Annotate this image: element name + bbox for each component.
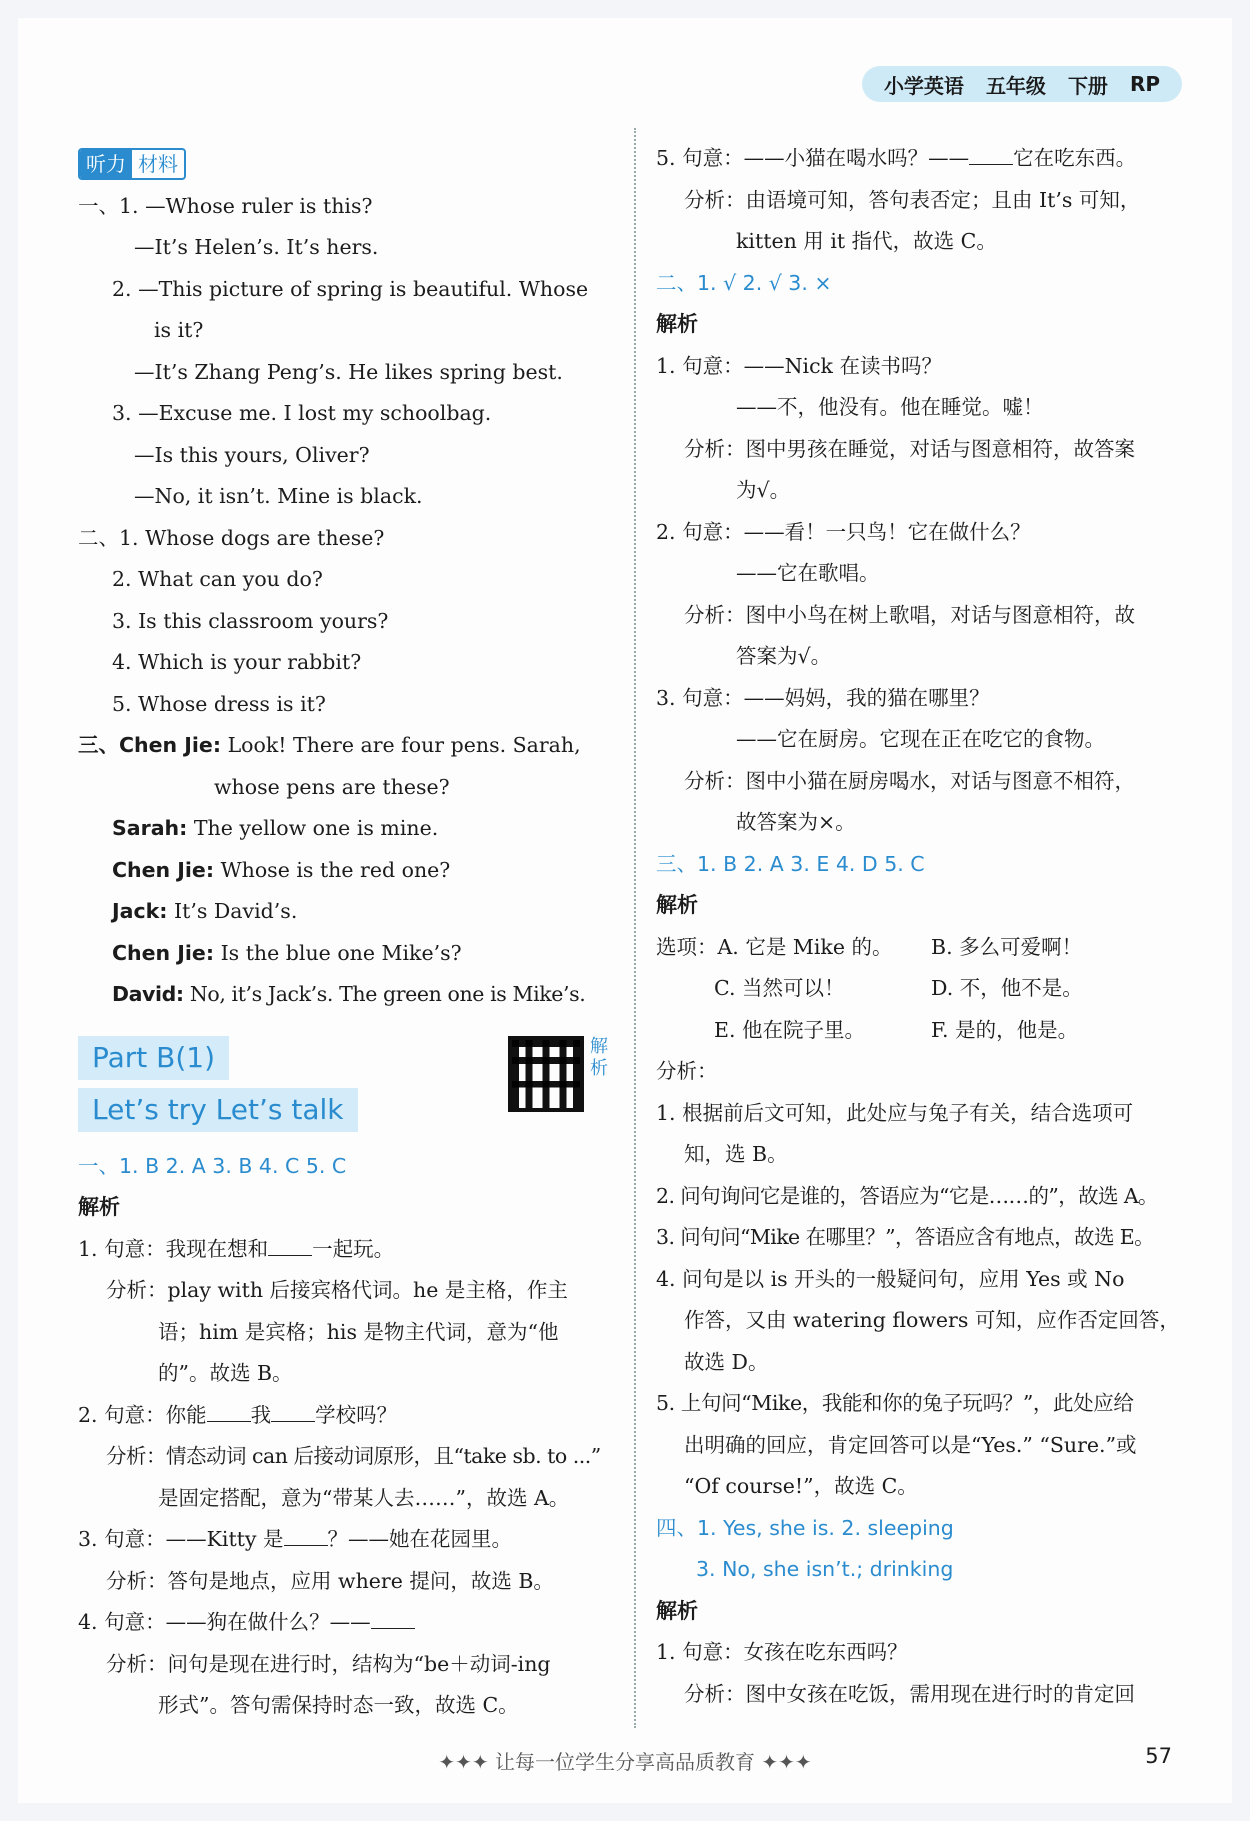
right-column (656, 138, 1196, 1715)
speech: Look! There are four pens. Sarah, (227, 733, 581, 757)
text-line: 5. Whose dress is it? (112, 691, 326, 716)
speech: Is the blue one Mike’s? (220, 940, 462, 965)
text-line: 分析：play with 后接宾格代词。he 是主格，作主 (106, 1278, 568, 1302)
header-badge (862, 66, 1182, 102)
qr-code-icon[interactable] (508, 1036, 584, 1112)
text-line: —It’s Zhang Peng’s. He likes spring best. (134, 359, 563, 384)
text-line: —It’s Helen’s. It’s hers. (134, 235, 379, 259)
text-line: 分析：图中男孩在睡觉，对话与图意相符，故答案 (684, 436, 1135, 461)
text-line: 1. 句意：我现在想和 一起玩。 (78, 1236, 395, 1261)
text-line: 3. Is this classroom yours? (112, 608, 389, 633)
text-line: 分析：图中小鸟在树上歌唱，对话与图意相符，故 (684, 602, 1135, 627)
answer-key: 3. No, she isn’t.; drinking (696, 1557, 954, 1581)
page (18, 18, 1232, 1803)
text-line: —No, it isn’t. Mine is black. (134, 484, 423, 508)
text-line: 2. 问句询问它是谁的，答语应为“它是……的”，故选 A。 (656, 1183, 1158, 1208)
text-line: 4. Which is your rabbit? (112, 650, 362, 674)
part-title: Part B(1) (78, 1036, 229, 1080)
text-line: 2. 句意：——看！一只鸟！它在做什么？ (656, 519, 1031, 544)
tag-material: 材料 (138, 152, 178, 176)
text-line: 4. 句意：——狗在做什么？—— (78, 1602, 618, 1644)
text-line: 3. —Excuse me. I lost my schoolbag. (112, 401, 492, 425)
text-line: 2. 句意：你能 我 学校吗？ (78, 1402, 398, 1427)
text-line: 一、1. —Whose ruler is this? (78, 193, 373, 218)
text-line: 3. 句意：——Kitty 是 ？——她在花园里。 (78, 1527, 513, 1551)
text-line: 分析： (656, 1059, 718, 1083)
left-column (78, 138, 618, 1727)
page-number: 57 (1145, 1744, 1172, 1768)
text-line: 知，选 B。 (684, 1142, 788, 1166)
dialogue-line (78, 891, 618, 933)
part-subtitle: Let’s try Let’s talk (78, 1088, 358, 1132)
answer-key: 二、1. √ 2. √ 3. × (656, 270, 832, 295)
text-line: 分析：情态动词 can 后接动词原形，且“take sb. to ...” (106, 1444, 601, 1468)
qr-label: 解析 (590, 1035, 608, 1079)
text-line: 分析：图中小猫在厨房喝水，对话与图意不相符， (684, 768, 1135, 793)
text-line: is it? (154, 318, 204, 342)
analysis-heading: 解析 (656, 1598, 698, 1623)
options-line: C. 当然可以！ D. 不，他不是。 (714, 976, 1083, 1000)
text-line: 2. —This picture of spring is beautiful. Whose (112, 276, 589, 301)
text-line: 语；him 是宾格；his 是物主代词，意为“他 (158, 1319, 559, 1344)
text-line: 3. 句意：——妈妈，我的猫在哪里？ (656, 685, 990, 710)
text-line: ——它在厨房。它现在正在吃它的食物。 (736, 727, 1105, 751)
text-line: 分析：由语境可知，答句表否定；且由 It’s 可知， (684, 187, 1141, 212)
header-grade: 五年级 (985, 73, 1046, 98)
footer-slogan: ✦✦✦ 让每一位学生分享高品质教育 ✦✦✦ (438, 1750, 812, 1774)
speaker: 三、Chen Jie: (78, 733, 222, 757)
text-line: ——不，他没有。他在睡觉。嘘！ (736, 395, 1044, 419)
text-line: 5. 上句问“Mike，我能和你的兔子玩吗？”，此处应给 (656, 1391, 1134, 1415)
speaker: Sarah: (112, 816, 188, 840)
analysis-heading: 解析 (78, 1195, 120, 1219)
speaker: David: (112, 982, 184, 1006)
speech: The yellow one is mine. (193, 816, 439, 840)
text-line: 故选 D。 (684, 1349, 769, 1374)
text-line: 是固定搭配，意为“带某人去……”，故选 A。 (158, 1485, 570, 1510)
dialogue-line (78, 933, 618, 975)
options-line: 选项：A. 它是 Mike 的。 B. 多么可爱啊！ (656, 934, 1083, 959)
text-line: 1. 根据前后文可知，此处应与兔子有关，结合选项可 (656, 1100, 1134, 1125)
text-line: 3. 问句问“Mike 在哪里？”，答语应含有地点，故选 E。 (656, 1225, 1155, 1249)
text-line: “Of course!”，故选 C。 (684, 1474, 918, 1498)
listening-material-tag (78, 148, 186, 180)
text-line: 为√。 (736, 478, 791, 502)
text-line: whose pens are these? (214, 774, 450, 799)
text-line: 故答案为×。 (736, 810, 856, 834)
speaker: Chen Jie: (112, 940, 215, 965)
dialogue-line (78, 725, 618, 767)
dialogue-line (78, 850, 618, 892)
text-line: 1. 句意：——Nick 在读书吗？ (656, 353, 942, 378)
speech: It’s David’s. (173, 899, 298, 923)
header-subject: 小学英语 (883, 73, 964, 98)
analysis-heading: 解析 (656, 312, 698, 336)
text-line: 形式”。答句需保持时态一致，故选 C。 (158, 1693, 519, 1717)
answer-key: 三、1. B 2. A 3. E 4. D 5. C (656, 851, 925, 876)
text-line: ——它在歌唱。 (736, 561, 880, 585)
options-line: E. 他在院子里。 F. 是的，他是。 (714, 1017, 1079, 1042)
column-divider (634, 128, 636, 1728)
dialogue-line (78, 808, 618, 850)
text-line: 5. 句意：——小猫在喝水吗？—— 它在吃东西。 (656, 146, 1137, 170)
header-edition: RP (1129, 72, 1160, 96)
text-line: kitten 用 it 指代，故选 C。 (736, 229, 997, 253)
tag-listening: 听力 (80, 150, 132, 178)
text-line: 分析：图中女孩在吃饭，需用现在进行时的肯定回 (684, 1681, 1135, 1706)
text-line: 答案为√。 (736, 644, 832, 668)
text-line: 二、1. Whose dogs are these? (78, 525, 385, 550)
speech: No, it’s Jack’s. The green one is Mike’s. (189, 982, 586, 1006)
speaker: Chen Jie: (112, 857, 215, 882)
text-line: 作答，又由 watering flowers 可知，应作否定回答， (684, 1308, 1180, 1332)
answer-key: 四、1. Yes, she is. 2. sleeping (656, 1515, 954, 1540)
text-line: 的”。故选 B。 (158, 1361, 293, 1385)
text-line: 1. 句意：女孩在吃东西吗？ (656, 1640, 908, 1664)
text-line: 2. What can you do? (112, 567, 323, 591)
dialogue-line (78, 974, 618, 1016)
text-line: —Is this yours, Oliver? (134, 442, 370, 467)
speech: Whose is the red one? (220, 857, 451, 882)
header-term: 下册 (1067, 73, 1108, 98)
part-heading-block (78, 1036, 618, 1146)
speaker: Jack: (112, 899, 168, 923)
text-line: 分析：答句是地点，应用 where 提问，故选 B。 (106, 1568, 554, 1593)
answer-key: 一、1. B 2. A 3. B 4. C 5. C (78, 1153, 347, 1178)
text-line: 分析：问句是现在进行时，结构为“be＋动词-ing (106, 1651, 551, 1676)
text-line: 出明确的回应，肯定回答可以是“Yes.” “Sure.”或 (684, 1432, 1137, 1457)
analysis-heading: 解析 (656, 893, 698, 917)
text-line: 4. 问句是以 is 开头的一般疑问句，应用 Yes 或 No (656, 1266, 1125, 1291)
